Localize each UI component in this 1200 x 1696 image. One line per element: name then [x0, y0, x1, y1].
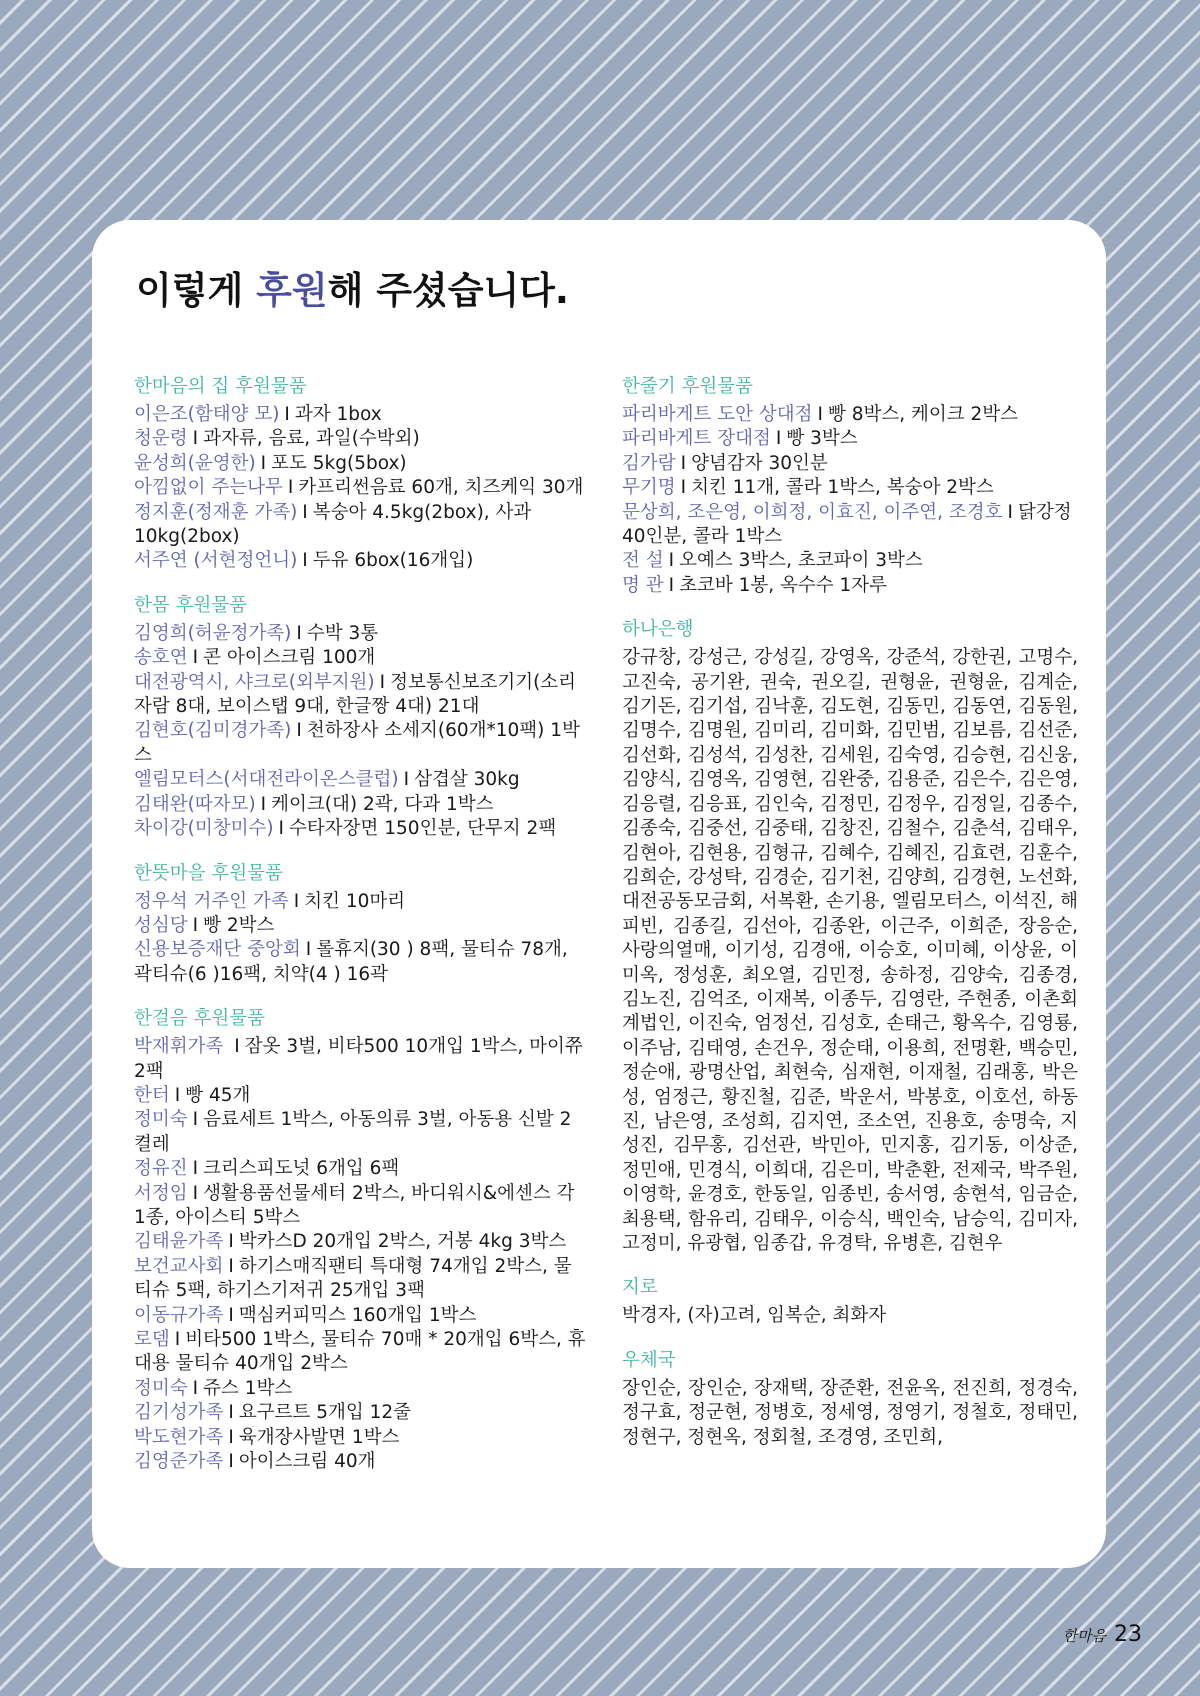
section-title: 한걸음 후원물품 — [134, 1008, 265, 1030]
donor-name: 대전광역시, 샤크로(외부지원) — [134, 671, 375, 693]
donated-items: 카프리썬음료 60개, 치즈케익 30개 — [298, 477, 584, 499]
section-title: 한줄기 후원물품 — [622, 376, 753, 397]
donor-name: 차이강(미창미수) — [134, 818, 274, 840]
donor-name: 김현호(김미경가족) — [134, 720, 292, 742]
separator: I — [192, 1158, 199, 1180]
section-title: 우체국 — [622, 1349, 676, 1371]
donation-entry — [134, 938, 589, 987]
donation-entry — [134, 1426, 589, 1450]
donated-items: 크리스피도넛 6개입 6팩 — [203, 1158, 400, 1180]
donated-items: 비타500 1박스, 물티슈 70매 * 20개입 6박스, 휴대용 물티슈 40개입 2박스 — [134, 1329, 586, 1375]
donor-name: 파리바게트 장대점 — [622, 428, 771, 450]
donation-section — [134, 861, 589, 988]
separator: I — [228, 1255, 234, 1277]
right-item-sections — [622, 374, 1078, 598]
donated-items: 초코바 1봉, 옥수수 1자루 — [679, 574, 887, 596]
donated-items: 빵 3박스 — [786, 428, 858, 450]
donor-name-list: 장인순, 장인순, 장재택, 장준환, 전윤옥, 전진희, 정경숙, 정구효, 정군현, 정병호, 정세영, 정영기, 정철호, 정태민, 정현구, 정현옥, 정회철, 조경영, 조민희, — [622, 1377, 1078, 1448]
donor-name: 파리바게트 도안 상대점 — [622, 404, 813, 425]
donated-items: 과자 1box — [294, 404, 382, 425]
donation-entry — [134, 1401, 589, 1425]
magazine-logo: 한마음 — [1062, 1627, 1106, 1645]
donor-name: 정지훈(정재훈 가족) — [134, 501, 298, 523]
donation-entry — [134, 1450, 589, 1474]
donor-name: 박도현가족 — [134, 1426, 224, 1448]
donated-items: 맥심커피믹스 160개입 1박스 — [238, 1304, 477, 1326]
donation-section — [134, 374, 589, 574]
donation-entry — [134, 549, 589, 573]
separator: I — [302, 501, 308, 523]
donated-items: 닭강정 40인분, 콜라 1박스 — [622, 501, 1072, 548]
donated-items: 양념감자 30인분 — [691, 452, 828, 474]
donation-entry — [134, 452, 589, 476]
donated-items: 포도 5kg(5box) — [271, 452, 407, 474]
section-title: 지로 — [622, 1277, 658, 1299]
separator: I — [192, 1377, 199, 1399]
donation-entry — [134, 719, 589, 768]
separator: I — [296, 622, 302, 644]
donation-entry — [134, 1084, 589, 1108]
section-title: 하나은행 — [622, 619, 694, 641]
donated-items: 생활용품선물세터 2박스, 바디워시&에센스 각 1종, 아이스티 5박스 — [134, 1182, 575, 1228]
donated-items: 천하장사 소세지(60개*10팩) 1박스 — [134, 720, 580, 766]
separator: I — [287, 477, 294, 499]
right-column — [622, 374, 1078, 1469]
separator: I — [228, 1036, 240, 1058]
donor-name: 김영준가족 — [134, 1451, 224, 1473]
donation-entry — [134, 1328, 589, 1377]
donation-entry — [134, 501, 589, 550]
separator: I — [192, 914, 199, 936]
separator: I — [260, 452, 267, 474]
donation-entry — [134, 671, 589, 720]
donor-name: 김태윤가족 — [134, 1231, 224, 1253]
donor-name: 성심당 — [134, 914, 188, 936]
section-hana-bank — [622, 617, 1078, 1256]
donation-entry — [134, 793, 589, 817]
donation-entry — [622, 452, 1078, 476]
title-post: 해 주셨습니다. — [327, 269, 569, 312]
separator: I — [1007, 501, 1013, 523]
separator: I — [228, 1426, 234, 1448]
separator: I — [668, 574, 675, 596]
donation-entry — [622, 403, 1078, 427]
donor-name: 엘림모터스(서대전라이온스클럽) — [134, 769, 399, 791]
donated-items: 치킨 10마리 — [304, 890, 406, 912]
donation-entry — [622, 574, 1078, 598]
left-column — [134, 374, 589, 1493]
donor-name: 무기명 — [622, 477, 676, 499]
separator: I — [228, 1402, 234, 1424]
donated-items: 음료세트 1박스, 아동의류 3벌, 아동용 신발 2켤레 — [134, 1109, 572, 1155]
donated-items: 롤휴지(30 ) 8팩, 물티슈 78개, 곽티슈(6 )16팩, 치약(4 ) 16곽 — [134, 939, 568, 985]
donation-entry — [622, 427, 1078, 451]
donor-name: 김태완(따자모) — [134, 793, 256, 815]
separator: I — [680, 452, 687, 474]
donor-name: 보건교사회 — [134, 1255, 224, 1277]
separator: I — [305, 939, 312, 961]
donated-items: 빵 8박스, 케이크 2박스 — [827, 404, 1018, 425]
separator: I — [228, 1451, 234, 1473]
donor-name: 윤성희(윤영한) — [134, 452, 256, 474]
donation-entry — [134, 1377, 589, 1401]
donor-name: 이동규가족 — [134, 1304, 224, 1326]
separator: I — [379, 671, 386, 693]
donor-name: 정유진 — [134, 1158, 188, 1180]
donated-items: 두유 6box(16개입) — [312, 550, 474, 572]
donor-name: 송호연 — [134, 647, 188, 669]
donated-items: 빵 2박스 — [203, 914, 275, 936]
donation-entry — [134, 914, 589, 938]
donated-items: 빵 45개 — [185, 1084, 251, 1106]
donation-entry — [134, 403, 589, 427]
donor-name-list: 강규창, 강성근, 강성길, 강영옥, 강준석, 강한권, 고명수, 고진숙, 공기완, 권숙, 권오길, 권형윤, 권형윤, 김계순, 김기돈, 김기섭, 김낙훈, 김도현, 김동민, 김동연, 김동원, 김명수, 김명원, 김미리, 김미화, 김민범, 김보름, 김선준, 김선화, 김성석, 김성찬, 김세원, 김숙영, 김승현, 김신웅, 김양식, 김영옥, 김영현, 김완중, 김용준, 김은수, 김은영, 김응렬, 김응표, 김인숙, 김정민, 김정우, 김정일, 김종수, 김종숙, 김중선, 김중태, 김창진, 김철수, 김춘석, 김태우, 김현아, 김현용, 김형규, 김혜수, 김혜진, 김효련, 김훈수, 김희순, 강성탁, 김경순, 김기천, 김양희, 김경현, 노선화, 대전공동모금회, 서복환, 손기용, 엘림모터스, 이석진, 해피빈, 김종길, 김선아, 김종완, 이근주, 이희준, 장응순, 사랑의열매, 이기성, 김경애, 이승호, 이미혜, 이상윤, 이미옥, 정성훈, 최오열, 김민정, 송하정, 김양숙, 김종경, 김노진, 김억조, 이재복, 이종두, 김영란, 주현종, 이촌회계법인, 이진숙, 엄정선, 김성호, 손태근, 황옥수, 김영룡, 이주남, 김태영, 손건우, 정순태, 이용희, 전명환, 백승민, 정순애, 광명산업, 최현숙, 심재현, 이재철, 김래홍, 박은성, 엄정근, 황진철, 김준, 박운서, 박봉호, 이호선, 하동진, 남은영, 조성희, 김지연, 조소연, 진용호, 송명숙, 지성진, 김무홍, 김선관, 박민아, 민지홍, 김기동, 이상준, 정민애, 민경식, 이희대, 김은미, 박춘환, 전제국, 박주원, 이영학, 윤경호, 한동일, 임종빈, 송서영, 송현석, 임금순, 최용택, 함유리, 김태우, 이승식, 백인숙, 남승익, 김미자, 고정미, 유광협, 임종갑, 유경탁, 유병흔, 김현우 — [622, 647, 1078, 1254]
separator: I — [302, 550, 308, 572]
donation-entry — [622, 549, 1078, 573]
donor-name: 서주연 (서현정언니) — [134, 550, 298, 572]
donation-entry — [134, 1255, 589, 1304]
section-post-office — [622, 1348, 1078, 1450]
donor-name: 서정임 — [134, 1182, 188, 1204]
donor-name: 박재휘가족 — [134, 1036, 224, 1058]
donation-entry — [134, 768, 589, 792]
separator: I — [668, 550, 675, 572]
donated-items: 박카스D 20개입 2박스, 거봉 4kg 3박스 — [238, 1231, 567, 1253]
separator: I — [174, 1084, 181, 1106]
donor-name: 명 관 — [622, 574, 664, 596]
donor-name: 청운령 — [134, 428, 188, 450]
separator: I — [680, 477, 687, 499]
separator: I — [174, 1329, 181, 1350]
content-card — [92, 220, 1106, 1568]
donation-entry — [622, 476, 1078, 500]
section-title: 한마음의 집 후원물품 — [134, 376, 307, 397]
donated-items: 수타자장면 150인분, 단무지 2팩 — [289, 818, 557, 840]
donated-items: 정보통신보조기기(소리자람 8대, 보이스탭 9대, 한글짱 4대) 21대 — [134, 671, 577, 718]
donation-entry — [134, 1108, 589, 1157]
donated-items: 잠옷 3벌, 비타500 10개입 1박스, 마이쮸 2팩 — [134, 1036, 583, 1082]
separator: I — [284, 404, 290, 425]
donor-name: 전 설 — [622, 550, 664, 572]
separator: I — [228, 1304, 234, 1326]
separator: I — [278, 818, 285, 840]
donated-items: 삼겹살 30kg — [414, 769, 520, 791]
separator: I — [775, 428, 782, 450]
separator: I — [403, 769, 410, 791]
donor-name: 정미숙 — [134, 1377, 188, 1399]
donor-name: 한터 — [134, 1084, 170, 1106]
title-highlight: 후원 — [256, 269, 328, 312]
separator: I — [293, 890, 300, 912]
donated-items: 콘 아이스크림 100개 — [203, 647, 376, 669]
donor-name: 이은조(함태양 모) — [134, 404, 280, 425]
donated-items: 아이스크림 40개 — [238, 1451, 376, 1473]
page-footer — [1063, 1622, 1142, 1647]
donated-items: 과자류, 음료, 과일(수박외) — [203, 428, 420, 450]
separator: I — [296, 720, 302, 742]
separator: I — [192, 647, 199, 669]
donated-items: 치킨 11개, 콜라 1박스, 복숭아 2박스 — [691, 477, 994, 499]
separator: I — [260, 793, 267, 815]
donated-items: 하기스매직팬티 특대형 74개입 2박스, 물티슈 5팩, 하기스기저귀 25개입 3팩 — [134, 1255, 572, 1302]
donor-name-list: 박경자, (자)고려, 임복순, 최화자 — [622, 1305, 887, 1327]
donation-section — [134, 593, 589, 842]
donation-entry — [134, 476, 589, 500]
donated-items: 쥬스 1박스 — [203, 1377, 293, 1399]
donor-name: 김기성가족 — [134, 1402, 224, 1424]
separator: I — [192, 1109, 199, 1131]
section-title: 한몸 후원물품 — [134, 594, 248, 616]
separator: I — [228, 1231, 234, 1253]
donor-name: 김영희(허윤정가족) — [134, 622, 292, 644]
donation-entry — [134, 890, 589, 914]
separator: I — [192, 428, 199, 450]
donor-name: 아낌없이 주는나무 — [134, 477, 283, 499]
donor-name: 정미숙 — [134, 1109, 188, 1131]
donation-entry — [134, 1230, 589, 1254]
donation-entry — [622, 501, 1078, 550]
donated-items: 수박 3통 — [306, 622, 379, 644]
donor-name: 정우석 거주인 가족 — [134, 890, 289, 912]
donated-items: 육개장사발면 1박스 — [238, 1426, 400, 1448]
donation-section — [134, 1006, 589, 1474]
donated-items: 복숭아 4.5kg(2box), 사과 10kg(2box) — [134, 501, 532, 548]
donation-entry — [134, 646, 589, 670]
page-number: 23 — [1114, 1622, 1142, 1647]
separator: I — [192, 1182, 199, 1204]
donated-items: 케이크(대) 2곽, 다과 1박스 — [271, 793, 494, 815]
title-pre: 이렇게 — [136, 269, 257, 312]
section-title: 한뜻마을 후원물품 — [134, 862, 283, 884]
donor-name: 김가람 — [622, 452, 676, 474]
donation-entry — [134, 1157, 589, 1181]
donation-entry — [134, 1304, 589, 1328]
donated-items: 오예스 3박스, 초코파이 3박스 — [679, 550, 923, 572]
donation-entry — [134, 1182, 589, 1231]
donated-items: 요구르트 5개입 12줄 — [238, 1402, 411, 1424]
donor-name: 문상희, 조은영, 이희정, 이효진, 이주연, 조경호 — [622, 501, 1003, 523]
donation-entry — [134, 1035, 589, 1084]
donor-name: 로뎀 — [134, 1329, 170, 1350]
donor-name: 신용보증재단 중앙회 — [134, 939, 301, 961]
donation-entry — [134, 622, 589, 646]
donation-entry — [134, 427, 589, 451]
section-giro — [622, 1275, 1078, 1328]
page-title — [136, 260, 569, 314]
separator: I — [817, 404, 823, 425]
donation-section — [622, 374, 1078, 598]
donation-entry — [134, 817, 589, 841]
